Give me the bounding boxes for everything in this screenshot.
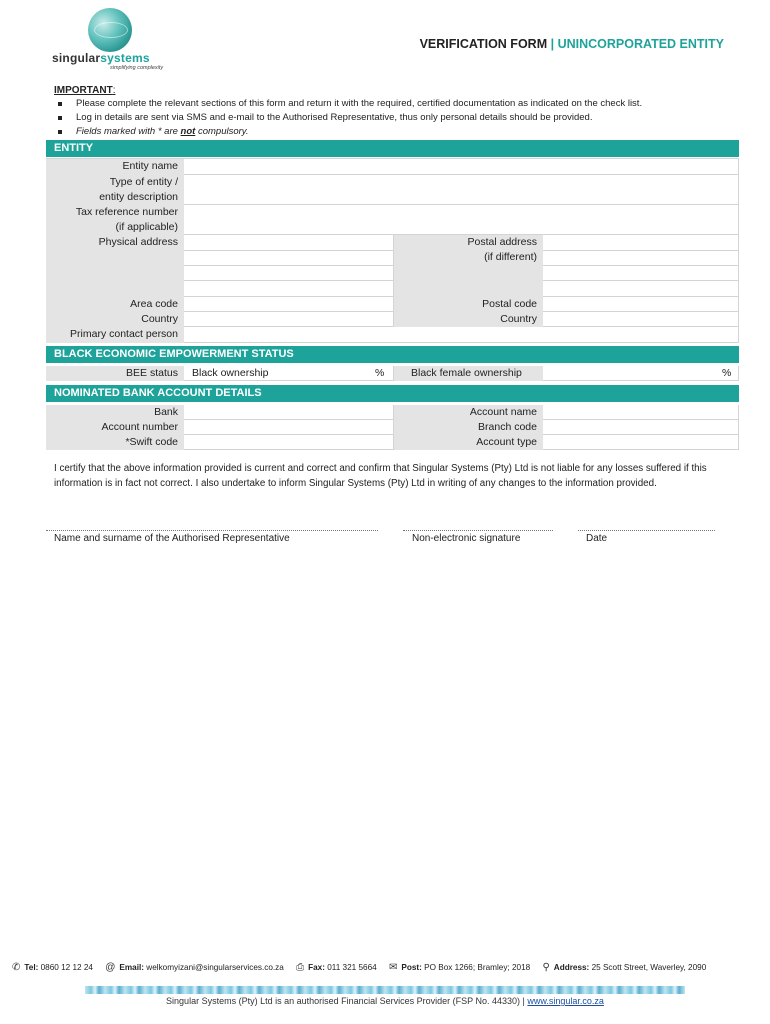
- tax-reference-field[interactable]: [184, 205, 739, 235]
- physical-address-line-1[interactable]: [184, 235, 394, 251]
- label-branch-code: Branch code: [394, 420, 543, 435]
- form-title-main: VERIFICATION FORM: [419, 37, 548, 51]
- label-country-postal: Country: [394, 312, 543, 327]
- account-number-field[interactable]: [184, 420, 394, 435]
- label-area-code: Area code: [46, 297, 184, 312]
- label-account-name: Account name: [394, 405, 543, 420]
- label-entity-name: Entity name: [46, 159, 184, 175]
- bullet-item: Log in details are sent via SMS and e-mail to the Authorised Representative, thus only personal details should be provided.: [58, 111, 738, 125]
- label-swift-code: *Swift code: [46, 435, 184, 450]
- postal-address-line-4[interactable]: [543, 281, 739, 297]
- country-physical-field[interactable]: [184, 312, 394, 327]
- footer-tel: ✆ Tel: 0860 12 12 24: [12, 962, 93, 973]
- black-ownership-label: Black ownership: [192, 367, 269, 379]
- bank-field[interactable]: [184, 405, 394, 420]
- non-electronic-signature-line[interactable]: [403, 530, 553, 531]
- postal-address-line-1[interactable]: [543, 235, 739, 251]
- label-date: Date: [586, 533, 608, 544]
- footer-email: @ Email: welkomyizani@singularservices.co.za: [105, 962, 284, 973]
- label-account-number: Account number: [46, 420, 184, 435]
- globe-logo-icon: [88, 8, 132, 52]
- label-bank: Bank: [46, 405, 184, 420]
- logo-tagline: simplifying complexity: [110, 65, 164, 71]
- section-header-bank: NOMINATED BANK ACCOUNT DETAILS: [46, 385, 739, 402]
- type-of-entity-field[interactable]: [184, 175, 739, 205]
- percent-sign: %: [722, 367, 732, 379]
- section-header-bee: BLACK ECONOMIC EMPOWERMENT STATUS: [46, 346, 739, 363]
- label-physical-address: Physical address: [46, 235, 184, 297]
- name-signature-line[interactable]: [46, 530, 378, 531]
- label-country-physical: Country: [46, 312, 184, 327]
- country-postal-field[interactable]: [543, 312, 739, 327]
- phone-icon: ✆: [12, 962, 21, 973]
- entity-grid: [46, 158, 739, 343]
- fsp-statement: Singular Systems (Pty) Ltd is an authorised Financial Services Provider (FSP No. 44330) | www.singular.co.za: [166, 996, 604, 1006]
- footer-decorative-band: [85, 986, 685, 994]
- account-name-field[interactable]: [543, 405, 739, 420]
- mail-icon: ✉: [389, 962, 398, 973]
- label-primary-contact: Primary contact person: [46, 327, 184, 343]
- physical-address-line-4[interactable]: [184, 281, 394, 297]
- physical-address-line-2[interactable]: [184, 251, 394, 266]
- primary-contact-field[interactable]: [184, 327, 739, 343]
- footer-post: ✉ Post: PO Box 1266; Bramley; 2018: [389, 962, 531, 973]
- form-title: [420, 37, 724, 51]
- company-logo: [52, 8, 182, 71]
- area-code-field[interactable]: [184, 297, 394, 312]
- label-name-surname: Name and surname of the Authorised Representative: [54, 533, 290, 544]
- bullet-item: Fields marked with * are not compulsory.: [58, 125, 738, 139]
- entity-name-field[interactable]: [184, 159, 739, 175]
- location-pin-icon: ⚲: [542, 962, 550, 973]
- footer-contacts: [12, 962, 762, 973]
- logo-wordmark: singularsystems: [52, 51, 150, 65]
- label-black-female-ownership: Black female ownership: [394, 366, 543, 381]
- label-tax-reference: Tax reference number (if applicable): [46, 205, 184, 235]
- account-type-field[interactable]: [543, 435, 739, 450]
- label-account-type: Account type: [394, 435, 543, 450]
- at-icon: @: [105, 962, 116, 973]
- label-signature: Non-electronic signature: [412, 533, 521, 544]
- footer-fax: ⎙ Fax: 011 321 5664: [296, 962, 377, 973]
- physical-address-line-3[interactable]: [184, 266, 394, 281]
- label-type-of-entity: Type of entity / entity description: [46, 175, 184, 205]
- important-heading: IMPORTANT:: [54, 85, 116, 96]
- postal-code-field[interactable]: [543, 297, 739, 312]
- fax-icon: ⎙: [296, 962, 305, 973]
- certification-statement: I certify that the above information provided is current and correct and confirm that Singular Systems (Pty) Ltd is not liable for any losses suffered if this information is in fact not correct. I also undertake to inform Singular Systems (Pty) Ltd in writing of any changes to the information provided.: [54, 463, 707, 489]
- label-bee-status: BEE status: [46, 366, 184, 381]
- branch-code-field[interactable]: [543, 420, 739, 435]
- postal-address-line-2[interactable]: [543, 251, 739, 266]
- bullet-item: Please complete the relevant sections of this form and return it with the required, certified documentation as indicated on the check list.: [58, 97, 738, 111]
- footer-address: ⚲ Address: 25 Scott Street, Waverley, 2090: [542, 962, 707, 973]
- percent-sign: %: [375, 367, 385, 379]
- label-postal-address: Postal address (if different): [394, 235, 543, 297]
- black-female-ownership-field[interactable]: [543, 366, 739, 381]
- important-bullets: [58, 97, 738, 139]
- label-postal-code: Postal code: [394, 297, 543, 312]
- form-title-sub: UNINCORPORATED ENTITY: [557, 37, 724, 51]
- postal-address-line-3[interactable]: [543, 266, 739, 281]
- swift-code-field[interactable]: [184, 435, 394, 450]
- section-header-entity: ENTITY: [46, 140, 739, 157]
- website-link[interactable]: www.singular.co.za: [527, 996, 604, 1006]
- date-line[interactable]: [578, 530, 715, 531]
- title-separator: |: [547, 37, 558, 51]
